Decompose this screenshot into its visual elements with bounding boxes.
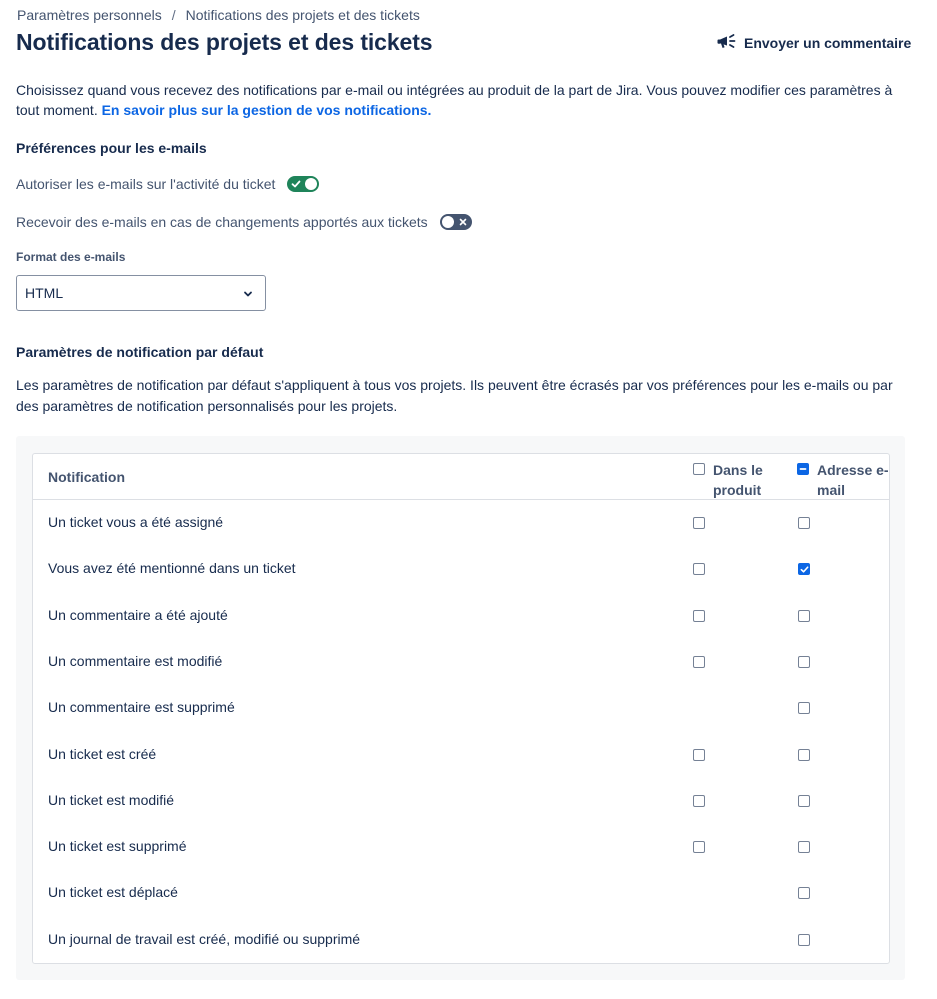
table-row xyxy=(33,779,889,825)
email-checkbox[interactable] xyxy=(798,656,810,668)
activity-email-label: Autoriser les e-mails sur l'activité du ticket xyxy=(16,176,276,192)
changes-email-row xyxy=(16,214,472,230)
default-settings-heading: Paramètres de notification par défaut xyxy=(16,344,264,360)
table-row xyxy=(33,640,889,686)
notification-label: Un ticket est supprimé xyxy=(48,838,187,855)
page-title: Notifications des projets et des tickets xyxy=(16,29,433,55)
chevron-down-icon xyxy=(243,285,253,301)
column-header-product-label: Dans le produit xyxy=(713,462,763,498)
product-checkbox[interactable] xyxy=(693,656,705,668)
email-preferences-heading: Préférences pour les e-mails xyxy=(16,140,207,156)
email-checkbox[interactable] xyxy=(798,563,810,575)
table-row xyxy=(33,501,889,547)
notification-label: Un ticket est modifié xyxy=(48,791,175,808)
email-checkbox[interactable] xyxy=(798,887,810,899)
notification-label: Un commentaire a été ajouté xyxy=(48,606,228,623)
toggle-knob xyxy=(305,178,317,190)
product-checkbox[interactable] xyxy=(693,610,705,622)
product-checkbox[interactable] xyxy=(693,795,705,807)
notification-label: Un journal de travail est créé, modifié ou supprimé xyxy=(48,930,361,947)
changes-email-label: Recevoir des e-mails en cas de changements apportés aux tickets xyxy=(16,214,428,230)
breadcrumb-separator: / xyxy=(171,7,176,23)
email-checkbox[interactable] xyxy=(798,749,810,761)
select-all-email-checkbox[interactable] xyxy=(797,463,809,475)
email-checkbox[interactable] xyxy=(798,795,810,807)
email-checkbox[interactable] xyxy=(798,517,810,529)
column-header-product xyxy=(693,460,773,500)
learn-more-link[interactable]: En savoir plus sur la gestion de vos notifications. xyxy=(101,102,432,118)
table-row xyxy=(33,594,889,640)
product-checkbox[interactable] xyxy=(693,841,705,853)
breadcrumb-current-link[interactable]: Notifications des projets et des tickets xyxy=(185,7,420,23)
check-icon xyxy=(800,565,809,574)
default-settings-description: Les paramètres de notification par défaut s'appliquent à tous vos projets. Ils peuvent être écrasés par vos préférences pour les e-mails ou par des paramètres de notification personnalisés pour les projets. xyxy=(16,377,893,414)
breadcrumb xyxy=(17,7,420,23)
changes-email-toggle[interactable] xyxy=(440,214,472,230)
notification-table-container xyxy=(16,436,905,980)
notification-label: Un commentaire est modifié xyxy=(48,652,223,669)
email-format-select[interactable] xyxy=(16,275,266,311)
table-row xyxy=(33,547,889,593)
notification-label: Un ticket vous a été assigné xyxy=(48,514,224,530)
table-header xyxy=(33,454,889,500)
check-icon xyxy=(289,176,303,192)
notification-label: Vous avez été mentionné dans un ticket xyxy=(48,560,296,577)
email-checkbox[interactable] xyxy=(798,934,810,946)
email-checkbox[interactable] xyxy=(798,610,810,622)
email-checkbox[interactable] xyxy=(798,841,810,853)
send-feedback-button[interactable] xyxy=(712,31,915,55)
minus-icon xyxy=(799,465,807,473)
table-row xyxy=(33,825,889,871)
email-checkbox[interactable] xyxy=(798,702,810,714)
notification-label: Un commentaire est supprimé xyxy=(48,699,235,716)
product-checkbox[interactable] xyxy=(693,749,705,761)
column-header-notification: Notification xyxy=(48,469,125,485)
table-row xyxy=(33,733,889,779)
megaphone-icon xyxy=(716,33,738,54)
activity-email-toggle[interactable] xyxy=(287,176,319,192)
table-row xyxy=(33,918,889,964)
notification-table xyxy=(32,453,890,964)
email-format-value: HTML xyxy=(25,285,64,301)
notification-label: Un ticket est déplacé xyxy=(48,884,178,901)
send-feedback-label: Envoyer un commentaire xyxy=(744,35,912,51)
intro-description: Choisissez quand vous recevez des notifications par e-mail ou intégrées au produit de la part de Jira. Vous pouvez modifier ces paramètres à tout moment. xyxy=(16,82,893,118)
notification-label: Un ticket est créé xyxy=(48,745,157,762)
activity-email-row xyxy=(16,176,319,192)
intro-text xyxy=(16,80,896,120)
breadcrumb-parent-link[interactable]: Paramètres personnels xyxy=(17,7,162,23)
column-header-email-label: Adresse e-mail xyxy=(817,462,889,498)
column-header-email xyxy=(797,460,889,500)
select-all-product-checkbox[interactable] xyxy=(693,463,705,475)
close-icon xyxy=(456,214,470,230)
table-row xyxy=(33,686,889,732)
product-checkbox[interactable] xyxy=(693,563,705,575)
table-row xyxy=(33,871,889,917)
email-format-label: Format des e-mails xyxy=(16,250,126,264)
toggle-knob xyxy=(442,216,454,228)
product-checkbox[interactable] xyxy=(693,517,705,529)
